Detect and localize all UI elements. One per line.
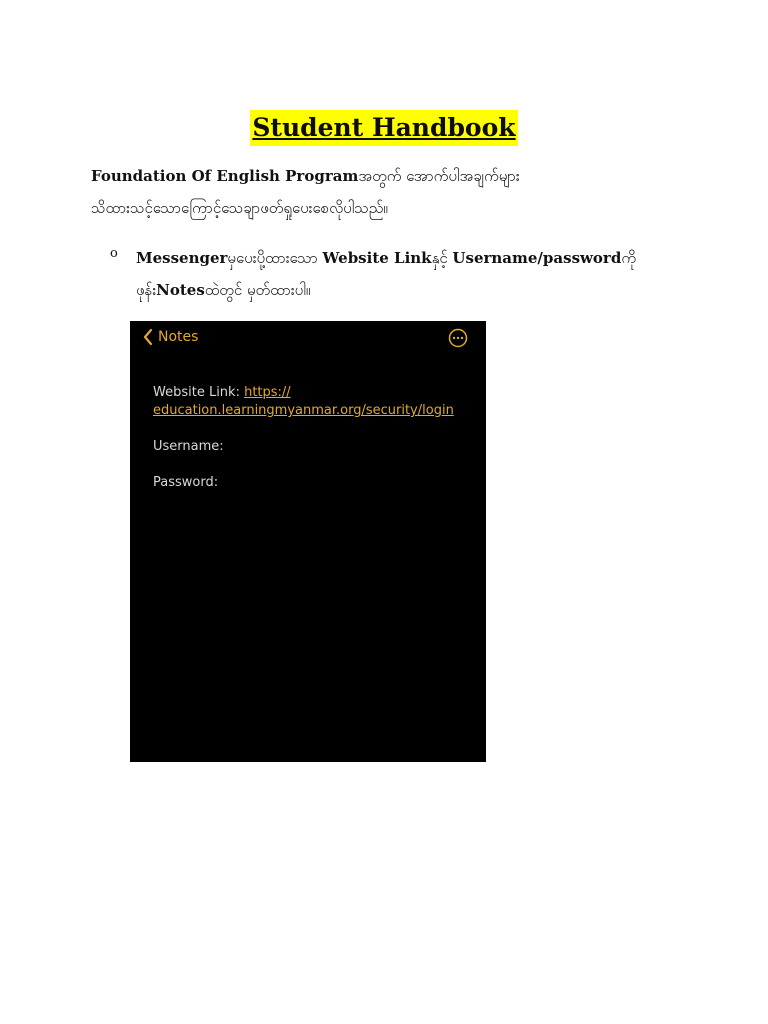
note-content xyxy=(153,384,473,492)
bullet-bold-credentials: Username/password xyxy=(452,249,622,267)
notes-back-button[interactable] xyxy=(142,327,198,347)
intro-paragraph xyxy=(91,160,691,224)
bullet-text-1: မှပေးပို့ထားသော xyxy=(227,249,323,267)
bullet-line-2 xyxy=(136,274,656,306)
notes-app-screenshot xyxy=(130,321,486,762)
title-container xyxy=(0,110,768,146)
website-link-line xyxy=(153,384,473,402)
bullet-text xyxy=(136,242,656,306)
bullet-bold-messenger: Messenger xyxy=(136,249,228,267)
spacer xyxy=(153,420,473,438)
bullet-line-1 xyxy=(136,242,656,274)
bullet-marker: o xyxy=(110,246,118,261)
bullet-bold-notes: Notes xyxy=(156,281,205,299)
notes-back-label: Notes xyxy=(158,329,199,345)
username-label: Username: xyxy=(153,439,224,454)
bullet-bold-website-link: Website Link xyxy=(322,249,432,267)
spacer xyxy=(153,456,473,474)
website-link-line-2 xyxy=(153,402,473,420)
intro-text-1: အတွက် အောက်ပါအချက်များ xyxy=(358,167,520,185)
website-link-label: Website Link: xyxy=(153,385,245,400)
bullet-text-4: ဖုန်း xyxy=(136,281,157,299)
bullet-text-3: ကို xyxy=(621,249,637,267)
website-link-url-part2[interactable]: education.learningmyanmar.org/security/login xyxy=(153,403,454,418)
intro-line-2: သိထားသင့်သောကြောင့်သေချာဖတ်ရှုပေးစေလိုပါသည်။ xyxy=(91,199,388,217)
website-link-url-part1[interactable]: https:// xyxy=(244,385,291,400)
chevron-left-icon xyxy=(142,327,154,347)
bullet-text-5: ထဲတွင် မှတ်ထားပါ။ xyxy=(204,281,311,299)
password-label: Password: xyxy=(153,475,219,490)
document-title: Student Handbook xyxy=(250,110,517,146)
bullet-text-2: နှင့် xyxy=(431,249,453,267)
intro-line-1 xyxy=(91,160,691,192)
more-options-icon[interactable] xyxy=(448,328,468,348)
program-name: Foundation Of English Program xyxy=(91,167,359,185)
